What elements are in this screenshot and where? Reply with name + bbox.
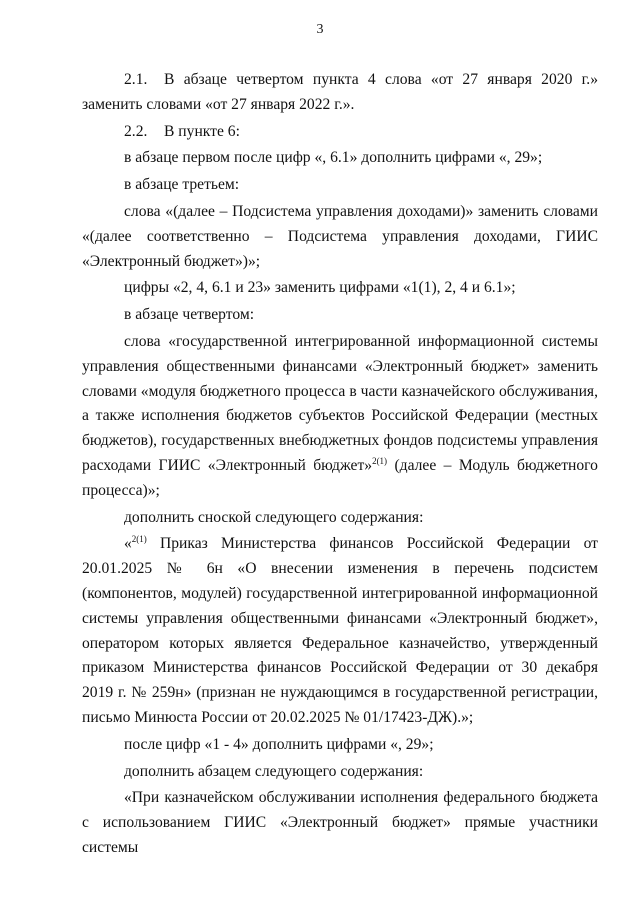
paragraph-words-replace: слова «(далее – Подсистема управления доходами)» заменить словами «(далее соответственно – Подсистема управления доходами, ГИИС «Электронный бюджет»)»; [82,202,598,270]
item-number: 2.1. [124,71,148,88]
document-body [82,68,598,861]
paragraph-text: слова «государственной интегрированной информационной системы управления общественными финансами «Электронный бюджет» заменить словами «модуля бюджетного процесса в части казначейского обслуживания, а также исполнения бюджетов субъектов Российской Федерации (местных бюджетов), государственных внебюджетных фондов подсистемы управления расходами ГИИС «Электронный бюджет» [82,332,598,474]
item-number: 2.2. [124,122,148,140]
paragraph-digits-replace: цифры «2, 4, 6.1 и 23» заменить цифрами «1(1), 2, 4 и 6.1»; [124,279,516,297]
paragraph-words-replace-2 [82,330,598,504]
paragraph-text: В абзаце четвертом пункта 4 слова «от 27 января 2020 г.» заменить словами «от 27 января 2022 г.». [82,71,598,113]
footnote-marker: 2(1) [131,534,147,545]
paragraph-first-abzac: в абзаце первом после цифр «, 6.1» дополнить цифрами «, 29»; [124,149,543,167]
open-quote: « [124,535,132,553]
paragraph-add-abzac: дополнить абзацем следующего содержания: [124,762,424,780]
paragraph-new-abzac: «При казначейском обслуживании исполнения федерального бюджета с использованием ГИИС «Электронный бюджет» прямые участники системы [82,789,598,856]
paragraph-third-abzac-heading: в абзаце третьем: [124,176,240,194]
footnote-marker: 2(1) [372,455,388,466]
page-number: 3 [316,22,324,37]
paragraph-text: В пункте 6: [164,122,240,140]
paragraph-fourth-abzac-heading: в абзаце четвертом: [124,306,255,324]
paragraph-2-2 [82,120,598,145]
paragraph-footnote-text [82,532,598,730]
paragraph-2-1 [82,68,598,118]
paragraph-text: Приказ Министерства финансов Российской Федерации от 20.01.2025 № 6н «О внесении изменения в перечень подсистем (компонентов, модулей) государственной интегрированной информационной системы управления общественными финансами «Электронный бюджет», оператором которых является Федеральное казначейство, утвержденный приказом Министерства финансов Российской Федерации от 30 декабря 2019 г. № 259н» (признан не нуждающимся в государственной регистрации, письмо Минюста России от 20.02.2025 № 01/17423-ДЖ).»; [82,535,598,726]
paragraph-after-digits: после цифр «1 - 4» дополнить цифрами «, 29»; [124,735,434,753]
paragraph-add-footnote: дополнить сноской следующего содержания: [124,508,424,526]
paragraph-text: (далее – Модуль бюджетного процесса)»; [82,456,598,499]
